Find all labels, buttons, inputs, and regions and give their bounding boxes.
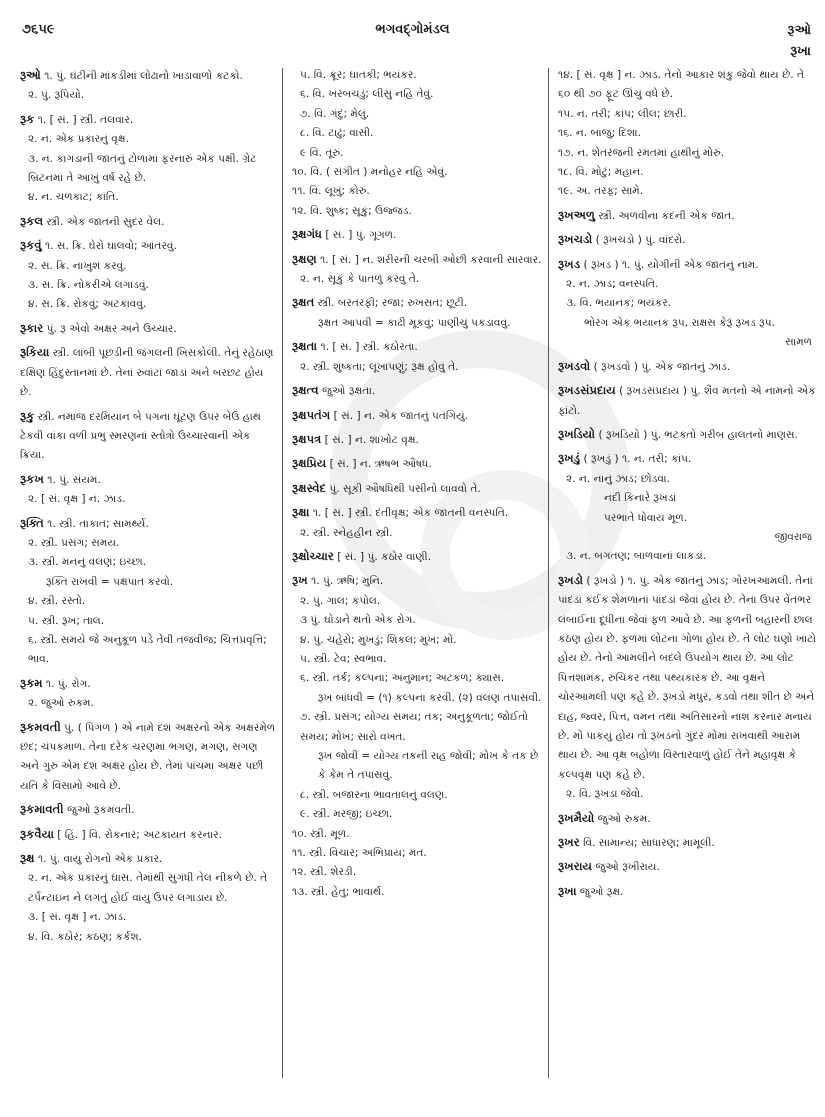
definition-text: ૧૨. સ્ત્રી. શેરડી.: [292, 866, 357, 879]
dictionary-entry: [20, 212, 276, 232]
definition-text: રૂક્તિ રાખવી = પક્ષપાત કરવો.: [46, 575, 174, 588]
definition-text: ૧૦. સ્ત્રી. મૂળ.: [292, 827, 350, 840]
definition-text: ૩. ન. બગતણ; બાળવાનાં લાકડાં.: [566, 550, 707, 563]
dictionary-entry: [20, 849, 276, 947]
entry-sense-line: [292, 105, 542, 124]
guide-words: [788, 20, 811, 62]
definition-text: ૨. પું. ગાલ; કપોલ.: [300, 594, 381, 607]
dictionary-entry: [20, 800, 276, 820]
definition-text: ૧. સ. ક્રિ. ઘેરો ઘાલવો; આંતરવું.: [44, 240, 177, 253]
entry-sense-line: [292, 611, 542, 630]
entry-body-line: [292, 863, 542, 882]
definition-text: જુઓ રૂખીરાય.: [595, 861, 660, 874]
entry-ex-line: [292, 689, 542, 708]
entry-ex-line: [558, 314, 816, 333]
definition-text: ૨. ન. નાનું ઝાડ; છોડવા.: [566, 472, 670, 485]
definition-text: ( રૂખડસંપ્રદાય ) પું. શૈવ મતનો એ નામનો એક ફાંટો.: [558, 385, 816, 417]
definition-text: ૨. ન. એક પ્રકારનું વૃક્ષ.: [28, 133, 129, 146]
dictionary-entry: [558, 809, 816, 829]
entry-body-line: [292, 182, 542, 201]
dictionary-entry: [292, 66, 542, 221]
entry-sense-line: [292, 85, 542, 104]
entry-sense-line: [20, 928, 276, 947]
dictionary-entry: [20, 66, 276, 106]
entry-sense-line: [20, 553, 276, 572]
entry-sense-line: [292, 124, 542, 143]
dictionary-entry: [20, 110, 276, 208]
definition-text: ૮. સ્ત્રી. બજારના ભાવતાલનું વલણ.: [300, 788, 448, 801]
entry-sense-line: [20, 188, 276, 207]
entry-sense-line: [558, 275, 816, 294]
definition-text: જુઓ રૂક્ષ.: [579, 885, 624, 898]
dictionary-entry: [558, 425, 816, 445]
dictionary-entry: [292, 454, 542, 474]
column-2: [292, 66, 542, 906]
definition-text: ૧૫. ન. તરી; કાંપ; લીલ; છારી.: [558, 107, 687, 120]
dictionary-entry: [558, 381, 816, 421]
entry-sense-line: [292, 524, 542, 543]
headword: રૂક: [20, 111, 35, 126]
headword: રૂક્ષા: [292, 505, 310, 520]
definition-text: પું. સૂકી ઔષધિથી પસીનો લાવવો તે.: [329, 482, 481, 495]
definition-text: ૧. પું. સંયમ.: [47, 473, 101, 486]
definition-text: ૬. સ્ત્રી. સમયે જે અનુકૂળ પડે તેવી તજવીજ; ચિત્તપ્રવૃત્તિ; ભાવ.: [28, 633, 267, 666]
dictionary-entry: [292, 406, 542, 426]
entry-body-line: [20, 825, 276, 845]
headword: રૂકમાવતી: [20, 802, 64, 817]
dictionary-entry: [20, 319, 276, 339]
definition-text: પું. રૂ એવો અક્ષર અને ઉચ્ચાર.: [46, 322, 177, 335]
definition-text: ૨. વિ. રૂખડા જેવો.: [566, 788, 644, 801]
definition-text: ૧. [ સં. ] સ્ત્રી. તલવાર.: [37, 113, 134, 126]
dictionary-entry: [20, 718, 276, 797]
entry-ex-line: [20, 573, 276, 592]
entry-sense-line: [20, 130, 276, 149]
entry-sense-line: [20, 150, 276, 189]
headword: રૂઓ: [20, 68, 41, 82]
headword: રૂખમૈયો: [558, 810, 595, 825]
entry-body-line: [20, 407, 276, 466]
entry-body-line: [20, 470, 276, 490]
dictionary-entry: [292, 225, 542, 245]
entry-body-line: [20, 236, 276, 256]
entry-body-line: [558, 882, 816, 902]
dictionary-entry: [20, 407, 276, 466]
headword: રૂખડો: [558, 572, 583, 587]
definition-text: ૯ વિ. તૂરું.: [300, 146, 344, 159]
definition-text: ૨. ન. એક પ્રકારનું ઘાસ. તેમાંથી સુગંધી તેલ નીકળે છે. તે ટર્પેન્ટાઇન ને લગતું હોઈ વાયુ ઉપર લગાડાય છે.: [28, 872, 268, 904]
definition-text: ૧. [ સં. ] ન. શરીરની ચરબી ઓછી કરવાની સારવાર.: [320, 253, 542, 266]
entry-body-line: [292, 337, 542, 357]
definition-text: ૪. સ. ક્રિ. રોકવું; અટકાવવું.: [28, 298, 147, 311]
entry-sense-line: [558, 470, 816, 489]
definition-text: ૭. સ્ત્રી. પ્રસંગ; યોગ્ય સમય; તક; અનુકૂળતા; જોઈતો સમય; મોખ; સારો વખત.: [300, 711, 528, 743]
entry-body-line: [558, 182, 816, 201]
entry-body-line: [292, 503, 542, 523]
headword: રૂકમવતી: [20, 719, 61, 734]
entry-body-line: [292, 571, 542, 591]
dictionary-entry: [558, 230, 816, 250]
entry-body-line: [558, 105, 816, 124]
entry-sense-line: [20, 534, 276, 553]
entry-body-line: [20, 319, 276, 339]
entry-ex-line: [292, 747, 542, 786]
headword: રૂક્ષપત્ર: [292, 431, 322, 446]
entry-body-line: [292, 454, 542, 474]
definition-text: ૨. સ્ત્રી. શુષ્કતા; લૂખાપણું; રૂક્ષ હોવું તે.: [300, 360, 459, 373]
definition-text: સ્ત્રી. અળવીના કંદની એક જાત.: [598, 209, 735, 222]
definition-text: રૂખ બાંધવી = (૧) કલ્પના કરવી. (૨) વલણ તપાસવી.: [318, 691, 542, 704]
headword: રૂખડવો: [558, 358, 591, 373]
definition-text: ૩. સ્ત્રી. મનનું વલણ; ઇચ્છા.: [28, 556, 147, 569]
definition-text: ૩. ન. કાગડાની જાતનું ટોળામાં ફરનારું એક પક્ષી. ગ્રેટ બ્રિટનમાં તે આખું વર્ષ રહે છે.: [28, 152, 257, 185]
headword: રૂખરાય: [558, 859, 593, 874]
headword: રૂક્ષ: [20, 851, 35, 866]
definition-text: પરભાતે ધોવાય મૂળ.: [604, 511, 688, 524]
headword: રૂક્ષતા: [292, 339, 318, 354]
entry-body-line: [292, 225, 542, 245]
definition-text: ૬. વિ. ખરબચડું; લીસું નહિ તેવું.: [300, 88, 434, 101]
definition-text: રૂક્ષત આપવી = કાઢી મૂકવું; પાણીચું પકડાવવું.: [318, 316, 511, 329]
definition-text: ભોરંગ એક ભયાનક રૂપ, રાક્ષસ કેરૂં રૂખડ રૂપ.: [584, 316, 776, 329]
entry-body-line: [20, 66, 276, 86]
dictionary-entry: [558, 571, 816, 805]
definition-text: ( રૂખડ ) ૧. પું. યોગીની એક જાતનું નામ.: [583, 258, 759, 271]
dictionary-entry: [292, 479, 542, 499]
definition-text: ૧૪. [ સં. વૃક્ષ ] ન. ઝાડ. તેનો આકાર શંકુ જેવો થાય છે. તે ૬૦ થી ૭૦ ફૂટ ઊંચું વધે છે.: [558, 69, 805, 101]
entry-body-line: [558, 255, 816, 275]
definition-text: પું. ( પિંગળ ) એ નામે દશ અક્ષરનો એક અક્ષરમેળ છંદ; ચંપકમાળ. તેના દરેક ચરણમાં ભગણ, મગણ, સગણ અને ગુરુ એમ દશ અક્ષર હોય છે. તેમાં પાંચમા અક્ષર પછી યતિ કે વિસામો આવે છે.: [20, 721, 276, 792]
definition-text: ૫. સ્ત્રી. ટેવ; સ્વભાવ.: [300, 652, 387, 665]
headword: રૂક્ષોચ્ચાર: [292, 548, 334, 563]
definition-text: ( રૂખડો ) ૧. પું. એક જાતનું ઝાડ; ગોરખઆમલી. તેનાં પાંદડાં કંઈક શેમળાનાં પાંદડાં જેવાં હોય છે. તેના ઉપર વેંતભર લંબાઈના દૂધીના જેવાં ફળ આવે છે. આ ફળની બહારની છાલ કઠણ હોય છે. ફળમાં લોટના ગોળા હોય છે. તે લોટ ઘણો ખાટો હોય છે. તેનો આમલીને બદલે ઉપયોગ થાય છે. આ લોટ પિત્તશામક, રુચિકર તથા પથ્યકારક છે. આ વૃક્ષને ચોરઆમલી પણ કહે છે. રૂખડો મધુર, કડવો તથા શીત છે અને દાહ, જ્વર, પિત્ત, વમન તથા અતિસારનો નાશ કરનાર મનાય છે. મોં પાકયું હોય તો રૂખડનો ગુંદર મોંમાં રાખવાથી આરામ થાય છે. આ વૃક્ષ બહોળા વિસ્તારવાળું હોઈ તેને મહાવૃક્ષ કે કલ્પવૃક્ષ પણ કહે છે.: [558, 574, 816, 781]
entry-body-line: [558, 144, 816, 163]
definition-text: ૧૧. વિ. લૂખું; કોરું.: [292, 185, 370, 198]
definition-text: ૩. સ. ક્રિ. નોકરીએ લગાડવું.: [28, 279, 149, 292]
entry-verse-line: [558, 489, 816, 508]
dictionary-entry: [292, 293, 542, 333]
definition-text: ૧. પું. ઘંટીની માંકડીમાં લોઢાનો ખાડાવાળો કટકો.: [44, 70, 243, 82]
definition-text: ૨. સ. ક્રિ. નાખુશ કરવું.: [28, 259, 127, 272]
headword: રૂખઅળુ: [558, 207, 595, 222]
definition-text: સ્ત્રી. લાંબી પૂછડીની જંગલની ખિસકોલી. તેનું રહેઠાણ દક્ષિણ હિંદુસ્તાનમાં છે. તેનાં રુવાંટાં જાડાં અને બરછટ હોય છે.: [20, 347, 274, 399]
entry-sense-line: [292, 270, 542, 289]
definition-text: ૧. પું. વાયુ રોગનો એક પ્રકાર.: [37, 853, 163, 866]
entry-body-line: [292, 883, 542, 902]
definition-text: ૭. વિ. ગંદું; મેલું.: [300, 107, 370, 120]
definition-text: [ સં. ] ન. શાખોટ વૃક્ષ.: [324, 433, 419, 446]
definition-text: ૧. [ સં. ] સ્ત્રી. કઠોરતા.: [320, 341, 418, 354]
definition-text: ૩. વિ. ભયાનક; ભયંકર.: [566, 297, 672, 310]
entry-body-line: [292, 844, 542, 863]
definition-text: ( રૂખડવો ) પું. એક જાતનું ઝાડ.: [593, 360, 731, 373]
dictionary-entry: [558, 833, 816, 853]
headword: રૂખડસંપ્રદાય: [558, 383, 616, 398]
headword: રૂકવું: [20, 238, 42, 253]
entry-sense-line: [292, 66, 542, 85]
definition-text: જુઓ રૂક્ષતા.: [322, 385, 376, 398]
entry-attrib-line: [558, 528, 816, 547]
entry-sense-line: [20, 276, 276, 295]
definition-text: ૨. સ્ત્રી. પ્રસંગ; સમય.: [28, 536, 120, 549]
headword: રૂખચડો: [558, 232, 593, 247]
definition-text: ૧. પું. રોગ.: [45, 677, 91, 690]
dictionary-entry: [292, 430, 542, 450]
definition-text: ૧. [ સં. ] સ્ત્રી. દંતીવૃક્ષ; એક જાતની વનસ્પતિ.: [312, 507, 509, 520]
entry-sense-line: [558, 294, 816, 313]
headword: રૂખર: [558, 835, 580, 850]
entry-sense-line: [292, 144, 542, 163]
headword: રૂકખ: [20, 471, 44, 486]
dictionary-entry: [20, 825, 276, 845]
guide-word-first: રૂઓ: [787, 23, 811, 38]
dictionary-entry: [558, 857, 816, 877]
dictionary-entry: [20, 674, 276, 714]
definition-text: ૨. સ્ત્રી. સ્નેહહીન સ્ત્રી.: [300, 526, 393, 539]
entry-sense-line: [20, 257, 276, 276]
headword: રૂકલ: [20, 213, 44, 228]
definition-text: ૧૭. ન. શેતરંજની રમતમાં હાથીનું મોરું.: [558, 146, 725, 159]
entry-sense-line: [558, 547, 816, 566]
entry-sense-line: [20, 490, 276, 509]
entry-sense-line: [20, 612, 276, 631]
entry-body-line: [558, 449, 816, 469]
entry-sense-line: [292, 592, 542, 611]
entry-sense-line: [292, 650, 542, 669]
dictionary-entry: [558, 357, 816, 377]
column-3: [558, 66, 816, 906]
entry-body-line: [20, 800, 276, 820]
entry-body-line: [558, 833, 816, 853]
headword: રૂકુ: [20, 408, 35, 423]
definition-text: [ સં. ] પું. ગૂગળ.: [325, 229, 397, 242]
definition-text: [ સં. ] પું. કઠોર વાણી.: [337, 550, 432, 563]
dictionary-entry: [20, 343, 276, 402]
entry-body-line: [292, 406, 542, 426]
dictionary-entry: [292, 337, 542, 377]
headword: રૂક્ષસ્વેદ: [292, 480, 327, 495]
entry-sense-line: [20, 908, 276, 927]
definition-text: ૧૬. ન. બાજુ; દિશા.: [558, 127, 641, 140]
definition-text: ૧૦. વિ. ( સંગીત ) મનોહર નહિ એવું.: [292, 166, 448, 179]
headword: રૂક્ષપ્રિય: [292, 456, 327, 471]
entry-body-line: [558, 857, 816, 877]
entry-body-line: [292, 202, 542, 221]
definition-text: [ સં. ] ન. ઋષભ ઔષધ.: [329, 458, 432, 471]
definition-text: સ્ત્રી. એક જાતની સુંદર વેલ.: [46, 215, 165, 228]
definition-text: ૪. સ્ત્રી. રસ્તો.: [28, 595, 86, 608]
definition-text: ( રૂખડું ) ૧. ન. તરી; કાંપ.: [583, 453, 692, 466]
definition-text: ૫. વિ. ક્રૂર; ઘાતકી; ભયંકર.: [300, 69, 417, 81]
definition-text: ૧૨. વિ. શુષ્ક; સૂકું; ઉજ્જડ.: [292, 204, 412, 217]
entry-body-line: [292, 547, 542, 567]
dictionary-entry: [292, 250, 542, 290]
entry-ex-line: [292, 314, 542, 333]
entry-sense-line: [292, 805, 542, 824]
definition-text: ૮. વિ. ટાઢું; વાસી.: [300, 127, 374, 140]
headword: રૂક્ષણ: [292, 251, 317, 266]
entry-body-line: [20, 343, 276, 402]
entry-verse-line: [558, 509, 816, 528]
definition-text: જુઓ રૂકમવતી.: [66, 804, 135, 817]
entry-body-line: [20, 514, 276, 534]
entry-sense-line: [292, 669, 542, 688]
definition-text: ૨. પું. રૂપિયો.: [28, 89, 85, 102]
definition-text: ૫. સ્ત્રી. રૂખ; તાલ.: [28, 614, 105, 627]
definition-text: સ્ત્રી. બરતરફી; રજા; રુખસત; છૂટી.: [317, 297, 468, 310]
entry-body-line: [558, 425, 816, 445]
definition-text: જુઓ રુકમ.: [597, 812, 651, 825]
headword: રૂક્ષત: [292, 295, 315, 310]
definition-text: ( રૂખડિયો ) પું. ભટકતો ગરીબ હાલતનો માણસ.: [598, 428, 798, 441]
entry-sense-line: [20, 295, 276, 314]
dictionary-entry: [292, 503, 542, 543]
entry-body-line: [20, 718, 276, 797]
entry-body-line: [20, 110, 276, 130]
dictionary-entry: [292, 571, 542, 902]
dictionary-entry: [20, 514, 276, 670]
dictionary-entry: [558, 255, 816, 353]
dictionary-entry: [20, 236, 276, 315]
definition-text: નદી કિનારે રૂખડાં: [604, 492, 677, 505]
headword: રૂકવૈયા: [20, 826, 54, 841]
entry-body-line: [20, 212, 276, 232]
headword: રૂક્ષગંધ: [292, 227, 323, 242]
definition-text: ૨. ન. સૂકું કે પાતળું કરવું તે.: [300, 273, 420, 286]
page-header: [0, 18, 825, 68]
headword: રૂકિયા: [20, 345, 50, 360]
headword: રૂક્ષપતંગ: [292, 407, 331, 422]
headword: રૂખ: [292, 573, 308, 588]
column-divider: [548, 68, 549, 1078]
entry-body-line: [558, 206, 816, 226]
dictionary-columns: [0, 66, 825, 1106]
entry-sense-line: [292, 786, 542, 805]
entry-attrib-line: [558, 333, 816, 352]
dictionary-entry: [292, 547, 542, 567]
definition-text: ૨. [ સં. વૃક્ષ ] ન. ઝાડ.: [28, 493, 126, 506]
dictionary-entry: [20, 470, 276, 510]
dictionary-entry: [558, 206, 816, 226]
definition-text: ૯. સ્ત્રી. મરજી; ઇચ્છા.: [300, 808, 393, 821]
definition-text: [ સં. ] ન. એક જાતનું પતંગિયું.: [333, 409, 469, 422]
entry-body-line: [292, 479, 542, 499]
entry-sense-line: [292, 358, 542, 377]
definition-text: રૂખ જોવી = યોગ્ય તકની રાહ જોવી; મોખ કે તક છે કે કેમ તે તપાસવું.: [318, 750, 539, 782]
headword: રૂક્તિ: [20, 515, 44, 530]
definition-text: ૨. ન. ઝાડ; વનસ્પતિ.: [566, 278, 659, 291]
headword: રૂકાર: [20, 320, 44, 335]
entry-sense-line: [20, 631, 276, 670]
entry-body-line: [558, 571, 816, 785]
entry-body-line: [292, 250, 542, 270]
column-divider: [282, 68, 283, 1078]
entry-sense-line: [20, 694, 276, 713]
definition-text: ૧. સ્ત્રી. તાકાત; સામર્થ્ય.: [47, 517, 149, 530]
definition-text: ૧૮. વિ. મોટું; મહાન.: [558, 166, 644, 179]
entry-sense-line: [558, 785, 816, 804]
entry-sense-line: [20, 86, 276, 105]
definition-text: ૬. સ્ત્રી. તર્ક; કલ્પના; અનુમાન; અટકળ; ક્યાસ.: [300, 672, 505, 685]
dictionary-entry: [292, 381, 542, 401]
definition-text: ૧૯. અ. તરફ; સામે.: [558, 185, 644, 198]
definition-text: ૪. વિ. કઠોર; કઠણ; કર્કશ.: [28, 930, 143, 943]
entry-body-line: [558, 163, 816, 182]
definition-text: ૪. ન. ચળકાટ; કાંતિ.: [28, 191, 119, 204]
entry-body-line: [292, 381, 542, 401]
entry-body-line: [292, 430, 542, 450]
headword: રૂક્ષત્વ: [292, 383, 319, 398]
running-title: ભગવદ્ગોમંડલ: [375, 22, 450, 37]
definition-text: ૪. પું. ચહેરો; મુખડું; શિકલ; મુખ; મોં.: [300, 633, 457, 646]
headword: રૂખડિયો: [558, 426, 596, 441]
definition-text: ( રૂખચડો ) પું. વાંદરો.: [595, 234, 686, 247]
headword: રૂકમ: [20, 675, 43, 690]
definition-text: સ્ત્રી. નમાજ દરમિયાન બે પગના ઘૂંટણ ઉપર બેઉ હાથ ટેકવી વાંકા વળી પ્રભુ સ્મરણનાં સ્તોત્રો ઉચ્ચારવાની એક ક્રિયા.: [20, 410, 261, 462]
headword: રૂખડ: [558, 256, 581, 271]
dictionary-entry: [558, 449, 816, 566]
entry-body-line: [292, 163, 542, 182]
entry-body-line: [20, 674, 276, 694]
definition-text: જીવરાજ: [774, 530, 812, 543]
definition-text: [ હિં. ] વિ. રોકનાર; અટકાયત કરનાર.: [57, 828, 222, 841]
entry-body-line: [558, 66, 816, 105]
entry-body-line: [292, 825, 542, 844]
definition-text: ૩. [ સં. વૃક્ષ ] ન. ઝાડ.: [28, 911, 127, 924]
dictionary-entry: [558, 882, 816, 902]
definition-text: સામળ: [785, 336, 812, 349]
headword: રૂખડું: [558, 451, 581, 466]
page-number: ૭૬૫૯: [22, 22, 55, 37]
definition-text: ૩ પું. ઘોડાને થતો એક રોગ.: [300, 614, 416, 627]
entry-body-line: [558, 124, 816, 143]
definition-text: ૧૩. સ્ત્રી. હેતુ; ભાવાર્થ.: [292, 885, 385, 898]
entry-body-line: [558, 230, 816, 250]
definition-text: ૧. પું. ઋષિ; મુનિ.: [311, 575, 384, 588]
entry-body-line: [558, 809, 816, 829]
column-1: [20, 66, 276, 951]
dictionary-entry: [558, 66, 816, 202]
entry-body-line: [20, 849, 276, 869]
entry-sense-line: [292, 708, 542, 747]
definition-text: ૧૧. સ્ત્રી. વિચાર; અભિપ્રાય; મત.: [292, 847, 427, 860]
entry-sense-line: [292, 631, 542, 650]
entry-body-line: [558, 381, 816, 421]
guide-word-last: રૂખા: [790, 44, 811, 59]
definition-text: વિ. સામાન્ય; સાધારણ; મામૂલી.: [583, 837, 715, 850]
entry-sense-line: [20, 592, 276, 611]
entry-body-line: [292, 293, 542, 313]
entry-sense-line: [20, 869, 276, 908]
definition-text: ૨. જુઓ રુકમ.: [28, 697, 94, 710]
headword: રૂખા: [558, 883, 577, 898]
entry-body-line: [558, 357, 816, 377]
